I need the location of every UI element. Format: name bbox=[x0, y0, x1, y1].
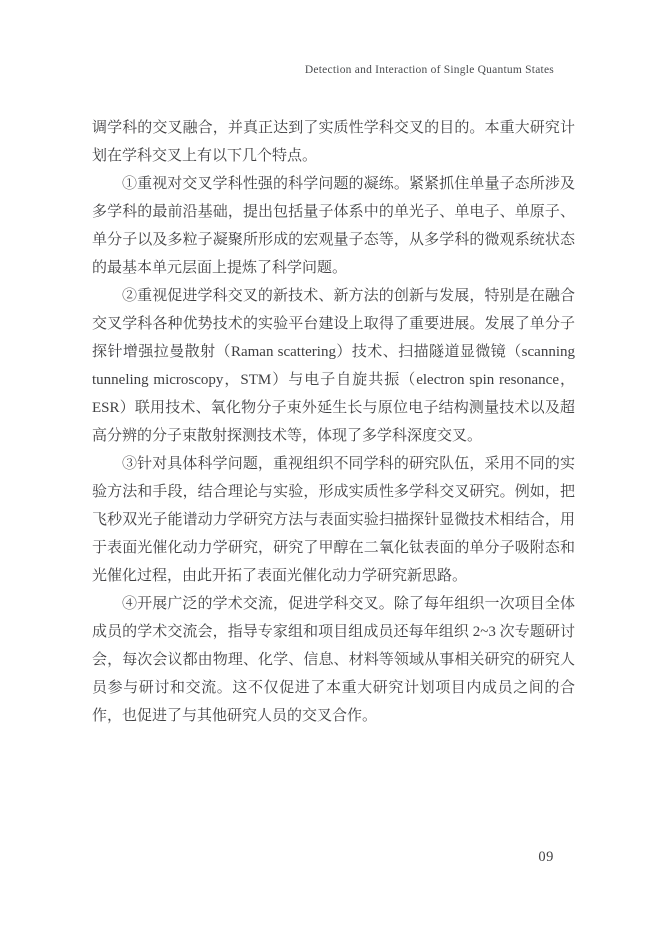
paragraph-point-1: ①重视对交叉学科性强的科学问题的凝练。紧紧抓住单量子态所涉及多学科的最前沿基础，提出包括量子体系中的单光子、单电子、单原子、单分子以及多粒子凝聚所形成的宏观量子态等，从多学科的微观系统状态的最基本单元层面上提炼了科学问题。 bbox=[92, 176, 575, 276]
paragraph-point-4: ④开展广泛的学术交流，促进学科交叉。除了每年组织一次项目全体成员的学术交流会，指导专家组和项目组成员还每年组织 2~3 次专题研讨会，每次会议都由物理、化学、信息、材料等领域从事相关研究的研究人员参与研讨和交流。这不仅促进了本重大研究计划项目内成员之间的合作，也促进了与其他研究人员的交叉合作。 bbox=[92, 596, 575, 724]
paragraph-continuation: 调学科的交叉融合，并真正达到了实质性学科交叉的目的。本重大研究计划在学科交叉上有以下几个特点。 bbox=[92, 120, 575, 164]
running-head-title: Detection and Interaction of Single Quantum States bbox=[304, 64, 554, 76]
paragraph-point-2: ②重视促进学科交叉的新技术、新方法的创新与发展，特别是在融合交叉学科各种优势技术的实验平台建设上取得了重要进展。发展了单分子探针增强拉曼散射（Raman scattering）技术、扫描隧道显微镜（scanning tunneling microscopy，STM）与电子自旋共振（electron spin resonance，ESR）联用技术、氧化物分子束外延生长与原位电子结构测量技术以及超高分辨的分子束散射探测技术等，体现了多学科深度交叉。 bbox=[92, 288, 575, 444]
page-number: 09 bbox=[538, 849, 554, 865]
body-paragraphs bbox=[92, 114, 575, 730]
paragraph-point-3: ③针对具体科学问题，重视组织不同学科的研究队伍，采用不同的实验方法和手段，结合理论与实验，形成实质性多学科交叉研究。例如，把飞秒双光子能谱动力学研究方法与表面实验扫描探针显微技术相结合，用于表面光催化动力学研究，研究了甲醇在二氧化钛表面的单分子吸附态和光催化过程，由此开拓了表面光催化动力学研究新思路。 bbox=[92, 456, 575, 584]
